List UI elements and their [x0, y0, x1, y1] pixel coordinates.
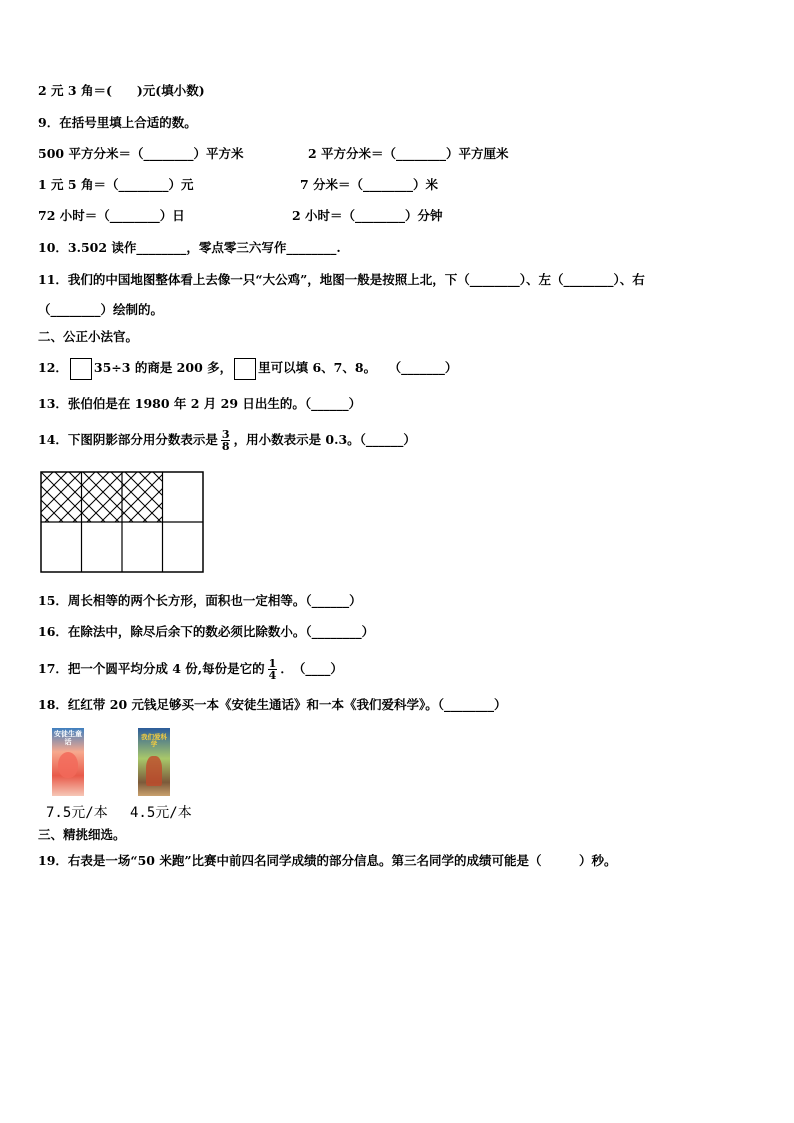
q17-text: 17．把一个圆平均分成 4 份,每份是它的: [38, 661, 265, 676]
question-19: 19．右表是一场“50 米跑”比赛中前四名同学成绩的部分信息。第三名同学的成绩可能是（ ）秒。: [38, 853, 617, 868]
q12-blank-box-2: [234, 358, 256, 380]
question-12: [38, 356, 457, 380]
q17-denominator: 4: [268, 669, 277, 682]
book-price-science: 4.5元/本: [130, 805, 192, 821]
book-cover-science: [138, 728, 170, 796]
question-9-title: 9．在括号里填上合适的数。: [38, 115, 197, 130]
question-18: 18．红红带 20 元钱足够买一本《安徒生通话》和一本《我们爱科学》。（________）: [38, 697, 507, 712]
grid-cell-shaded: [82, 472, 123, 522]
q17-numerator: 1: [268, 657, 277, 670]
q17-text-end: ． （____）: [280, 661, 343, 676]
q9-item-b: 2 平方分米＝（________）平方厘米: [308, 146, 509, 161]
q9-item-d: 7 分米＝（________）米: [300, 177, 439, 192]
question-13: 13．张伯伯是在 1980 年 2 月 29 日出生的。（______）: [38, 396, 362, 411]
q14-denominator: 8: [221, 440, 230, 453]
question-10: 10．3.502 读作________，零点零三六写作________.: [38, 240, 341, 255]
q12-text-end: 里可以填 6、7、8。 （_______）: [258, 360, 458, 375]
shaded-grid-figure: [40, 471, 206, 575]
q14-numerator: 3: [221, 428, 230, 441]
section-3-heading: 三、精挑细选。: [38, 827, 126, 842]
q9-item-f: 2 小时＝（________）分钟: [292, 208, 443, 223]
q12-text: 35÷3 的商是 200 多，: [93, 360, 233, 375]
q9-item-c: 1 元 5 角＝（________）元: [38, 177, 194, 192]
q17-fraction: [267, 658, 279, 681]
question-16: 16．在除法中，除尽后余下的数必须比除数小。（________）: [38, 624, 375, 639]
q9-item-e: 72 小时＝（________）日: [38, 208, 185, 223]
section-2-heading: 二、公正小法官。: [38, 329, 139, 344]
q12-blank-box: [70, 358, 92, 380]
question-11-line-1: 11．我们的中国地图整体看上去像一只“大公鸡”，地图一般是按照上北，下（________）、左（________）、右: [38, 272, 645, 287]
question-17: [38, 655, 343, 683]
question-11-line-2: （________）绘制的。: [38, 302, 164, 317]
q12-number: 12．: [38, 360, 68, 375]
q9-item-a: 500 平方分米＝（________）平方米: [38, 146, 244, 161]
question-line-0: 2 元 3 角＝( )元(填小数): [38, 83, 205, 98]
q14-fraction: [220, 429, 232, 452]
q14-text-end: ，用小数表示是 0.3。（______）: [233, 432, 416, 447]
grid-cell-shaded: [122, 472, 163, 522]
question-15: 15．周长相等的两个长方形，面积也一定相等。（______）: [38, 593, 362, 608]
q14-text: 14．下图阴影部分用分数表示是: [38, 432, 218, 447]
book-cover-andersen: [52, 728, 84, 796]
book-cover-title: 我们爱科学: [141, 733, 167, 748]
book-cover-title: 安徒生童话: [54, 730, 82, 746]
book-price-andersen: 7.5元/本: [46, 805, 108, 821]
grid-cell-shaded: [41, 472, 82, 522]
question-14: [38, 426, 416, 454]
